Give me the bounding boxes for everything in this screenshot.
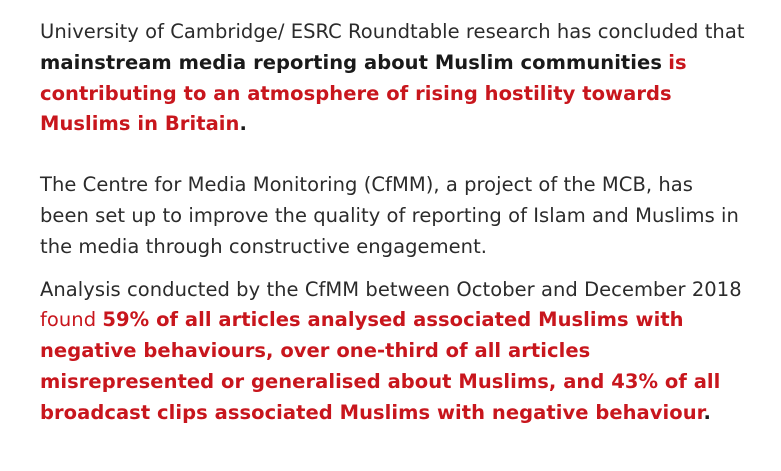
paragraph-2-text: The Centre for Media Monitoring (CfMM), a project of the MCB, has been set up to improve the quality of reporting of Islam and Muslims in the media through constructive engagement. [40,173,739,258]
article-body [40,17,745,429]
paragraph-1-period: . [239,112,247,136]
paragraph-1-red-phrase: is contributing to an atmosphere of rising hostility towards Muslims in Britain [40,50,687,136]
paragraph-cambridge-research [40,17,745,140]
paragraph-cfmm-analysis [40,275,745,429]
paragraph-3-red-findings: 59% of all articles analysed associated Muslims with negative behaviours, over one-third of all articles misrepresented or generalised about Muslims, and 43% of all broadcast clips associated Muslims with negative behaviour [40,308,721,424]
paragraph-3-found: found [40,308,97,332]
paragraph-3-period: . [703,400,711,424]
paragraph-1-intro: University of Cambridge/ ESRC Roundtable research has concluded that [40,20,745,43]
paragraph-1-bold-phrase: mainstream media reporting about Muslim communities [40,50,662,74]
paragraph-3-intro: Analysis conducted by the CfMM between October and December 2018 [40,277,742,301]
paragraph-cfmm-description [40,170,745,262]
